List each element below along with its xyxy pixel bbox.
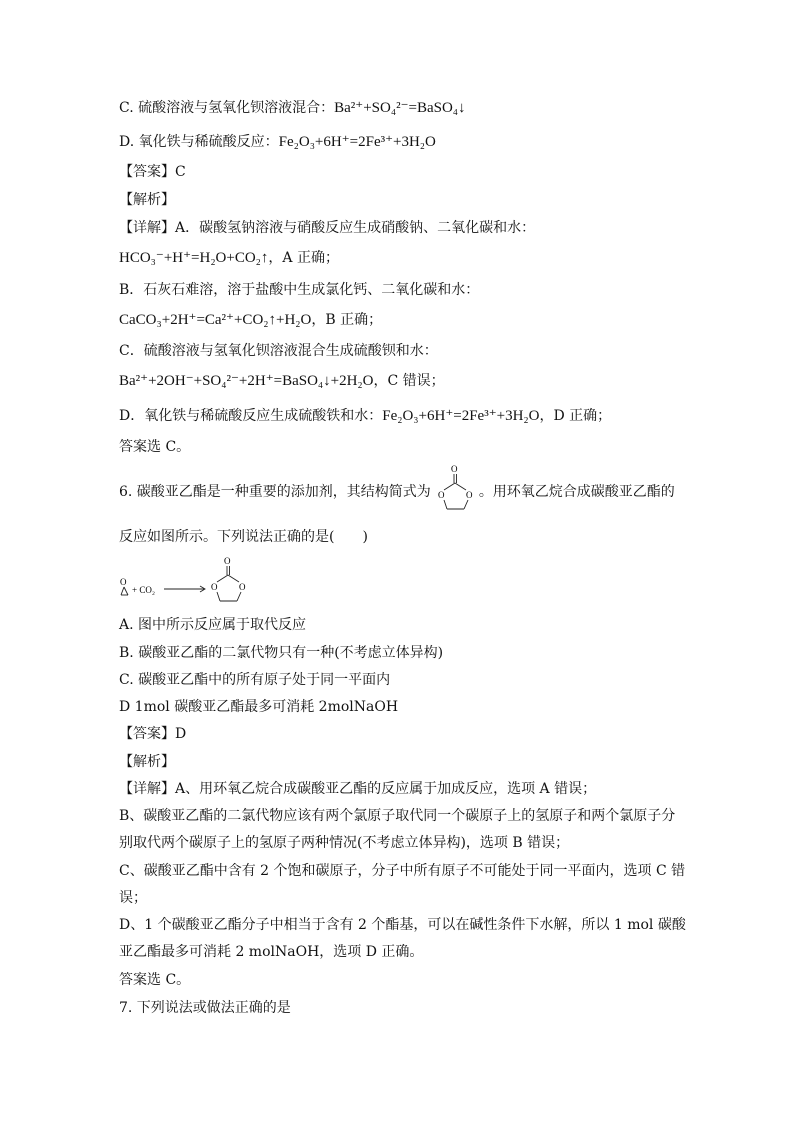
q5-option-d-formula: Fe₂O₃+6H⁺=2Fe³⁺+3H₂O [278,134,436,150]
q5-option-d-text: D. 氧化铁与稀硫酸反应： [119,134,279,150]
product-carbonyl-o: O [224,556,231,566]
q5-eq-a-note: ，A 正确； [268,250,339,266]
q5-conclusion: 答案选 C。 [119,439,191,455]
q6-analysis-heading: 【解析】 [119,754,175,770]
q6-option-d: D 1mol 碳酸亚乙酯最多可消耗 2molNaOH [119,699,399,715]
q5-detail-a [119,218,535,238]
epoxide-o: O [120,577,127,587]
q5-eq-c-formula: Ba²⁺+2OH⁻+SO₄²⁻+2H⁺=BaSO₄↓+2H₂O [119,373,374,389]
q5-eq-b [119,310,382,330]
q6-option-b: B. 碳酸亚乙酯的二氯代物只有一种(不考虑立体异构) [119,645,444,661]
q5-option-c-formula: Ba²⁺+SO₄²⁻=BaSO₄↓ [334,100,466,116]
q5-answer [119,162,186,182]
q5-answer-label: 【答案】 [119,164,175,180]
q5-detail-c: C．硫酸溶液与氢氧化钡溶液混合生成硫酸钡和水： [119,343,438,359]
q6-option-a: A. 图中所示反应属于取代反应 [119,617,307,633]
q6-detail-label: 【详解】 [119,781,175,797]
q5-detail-d-text: D．氧化铁与稀硫酸反应生成硫酸铁和水： [119,408,383,424]
q6-conclusion: 答案选 C。 [119,972,191,988]
q5-eq-a-formula: HCO₃⁻+H⁺=H₂O+CO₂↑ [119,250,269,266]
reaction-co2-label: + CO₂ [132,585,155,595]
q6-detail-a [119,779,596,799]
q5-detail-d [119,406,611,426]
q6-answer-label: 【答案】 [119,726,175,742]
q5-eq-b-formula: CaCO₃+2H⁺=Ca²⁺+CO₂↑+H₂O [119,312,312,328]
q5-detail-a-text: A．碳酸氢钠溶液与硝酸反应生成硝酸钠、二氧化碳和水： [175,220,536,236]
q5-option-c-text: C. 硫酸溶液与氢氧化钡溶液混合： [119,100,335,116]
q5-option-d [119,132,436,152]
product-ring-o-right: O [239,582,246,592]
q6-detail-b2: 别取代两个碳原子上的氢原子两种情况(不考虑立体异构)，选项 B 错误； [119,835,570,851]
q5-answer-value: C [175,164,186,180]
q5-eq-d-formula: Fe₂O₃+6H⁺=2Fe³⁺+3H₂O [382,408,540,424]
q6-stem-line2: 反应如图所示。下列说法正确的是( ) [119,529,368,545]
ring-o-left: O [438,490,445,500]
q5-eq-c-note: ，C 错误； [373,373,445,389]
carbonyl-o: O [451,464,458,474]
q5-detail-label: 【详解】 [119,220,175,236]
q6-stem-part2: 。用环氧乙烷合成碳酸亚乙酯的 [478,484,675,500]
q6-stem-part1: 6. 碳酸亚乙酯是一种重要的添加剂，其结构简式为 [119,484,431,500]
q5-analysis-heading: 【解析】 [119,192,175,208]
q7-stem: 7. 下列说法或做法正确的是 [119,1000,291,1016]
q6-detail-d1: D、1 个碳酸亚乙酯分子中相当于含有 2 个酯基，可以在碱性条件下水解，所以 1 mol 碳酸 [119,917,686,933]
q6-detail-c2: 误； [119,890,147,906]
q5-eq-a [119,248,339,268]
q5-option-c [119,98,466,118]
q6-option-c: C. 碳酸亚乙酯中的所有原子处于同一平面内 [119,672,391,688]
ring-o-right: O [466,490,473,500]
ethylene-carbonate-structure [434,463,476,513]
reaction-scheme [118,555,258,605]
q5-eq-b-note: ，B 正确； [311,312,383,328]
q5-eq-d-note: ，D 正确； [539,408,612,424]
q6-detail-d2: 亚乙酯最多可消耗 2 molNaOH，选项 D 正确。 [119,944,424,960]
q6-stem-line1 [119,482,675,502]
q6-answer [119,724,186,744]
q5-detail-b: B．石灰石难溶，溶于盐酸中生成氯化钙、二氧化碳和水： [119,282,480,298]
q6-detail-a-text: A、用环氧乙烷合成碳酸亚乙酯的反应属于加成反应，选项 A 错误； [175,781,597,797]
q6-detail-c1: C、碳酸亚乙酯中含有 2 个饱和碳原子，分子中所有原子不可能处于同一平面内，选项 C 错 [119,863,686,879]
product-ring-o-left: O [211,582,218,592]
q6-answer-value: D [175,726,187,742]
q5-eq-c [119,371,445,391]
q6-detail-b1: B、碳酸亚乙酯的二氯代物应该有两个氯原子取代同一个碳原子上的氢原子和两个氯原子分 [119,808,676,824]
